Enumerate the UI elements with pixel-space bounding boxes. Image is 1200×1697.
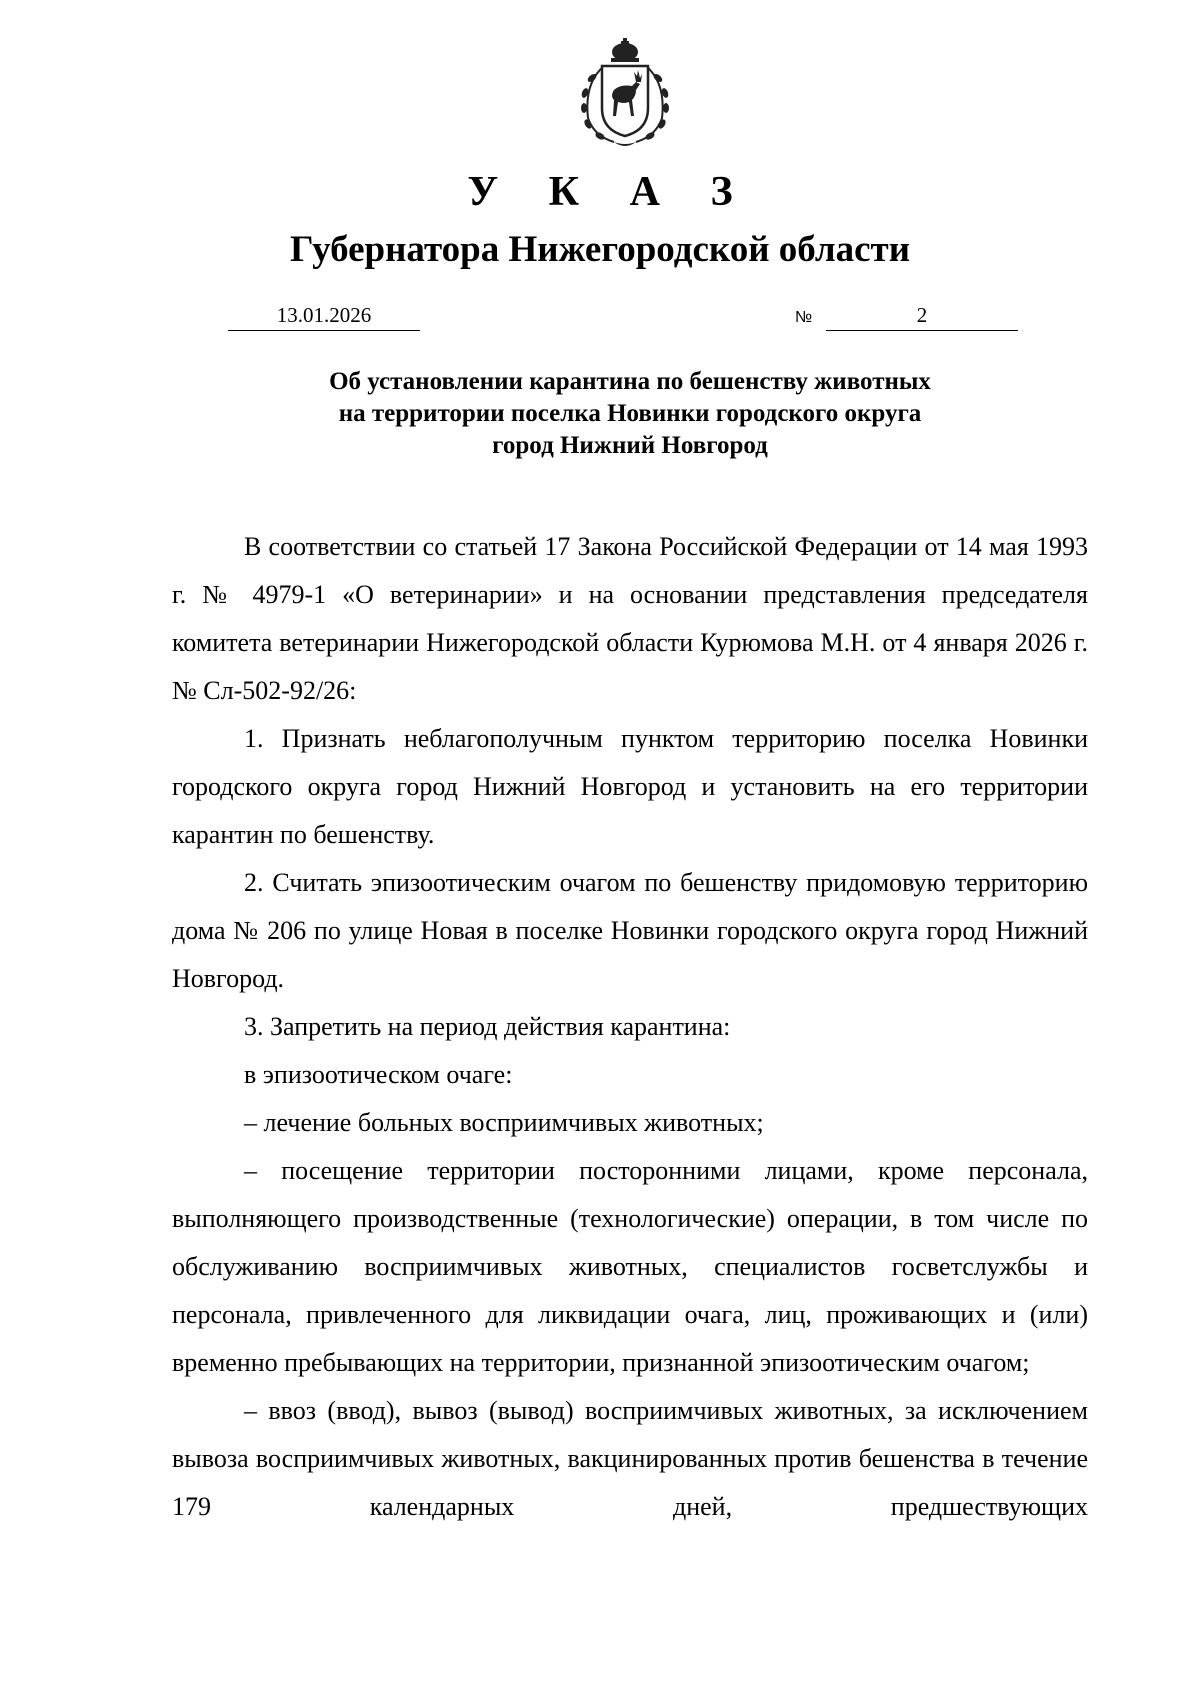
- subject-line: город Нижний Новгород: [492, 432, 768, 459]
- decree-subject: [0, 366, 1200, 462]
- nizhny-novgorod-coat-of-arms: [570, 38, 680, 150]
- decree-date: 13.01.2026: [228, 301, 420, 331]
- item-3-paragraph: 3. Запретить на период действия карантина:: [244, 1012, 731, 1041]
- preamble-paragraph: В соответствии со статьей 17 Закона Российской Федерации от 14 мая 1993 г. № 4979-1 «О ветеринарии» и на основании представления председателя комитета ветеринарии Нижегородской области Курюмова М.Н. от 4 января 2026 г. № Сл-502-92/26:: [172, 532, 1088, 705]
- decree-body: [172, 523, 1088, 1531]
- subject-line: на территории поселка Новинки городского округа: [338, 400, 922, 427]
- decree-number: 2: [826, 301, 1018, 331]
- bullet-paragraph: – посещение территории посторонними лицами, кроме персонала, выполняющего производственные (технологические) операции, в том числе по обслуживанию восприимчивых животных, специалистов госветслужбы и персонала, привлеченного для ликвидации очага, лиц, проживающих и (или) временно пребывающих на территории, признанной эпизоотическим очагом;: [172, 1156, 1088, 1377]
- number-sign: №: [795, 309, 813, 326]
- item-1-paragraph: 1. Признать неблагополучным пунктом территорию поселка Новинки городского округа город Нижний Новгород и установить на его территории карантин по бешенству.: [172, 724, 1088, 849]
- item-2-paragraph: 2. Считать эпизоотическим очагом по бешенству придомовую территорию дома № 206 по улице Новая в поселке Новинки городского округа город Нижний Новгород.: [172, 868, 1088, 993]
- bullet-paragraph: – лечение больных восприимчивых животных;: [244, 1108, 764, 1137]
- document-type-title: У К А З: [467, 169, 753, 215]
- focus-heading: в эпизоотическом очаге:: [244, 1060, 513, 1089]
- bullet-paragraph: – ввоз (ввод), вывоз (вывод) восприимчивых животных, за исключением вывоза восприимчивых животных, вакцинированных против бешенства в течение 179 календарных дней, предшествующих: [172, 1396, 1088, 1521]
- issuer-title: Губернатора Нижегородской области: [289, 229, 911, 270]
- subject-line: Об установлении карантина по бешенству животных: [329, 368, 931, 395]
